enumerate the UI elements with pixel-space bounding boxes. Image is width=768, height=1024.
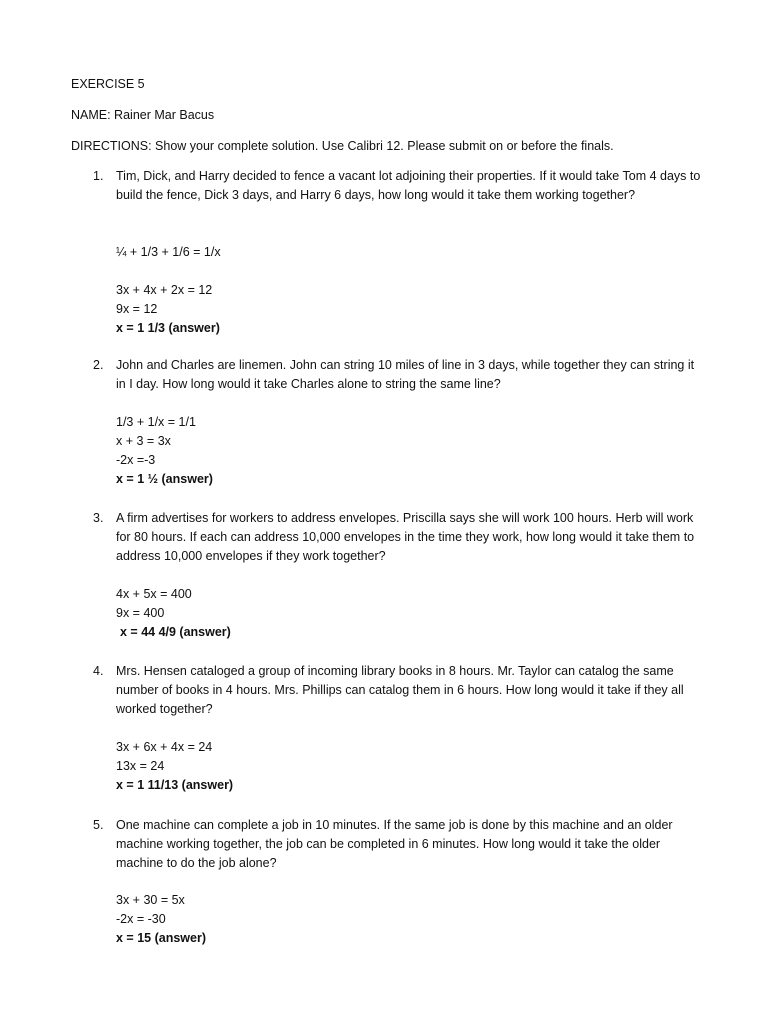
question-number: 2. (93, 358, 104, 372)
solution-line: 4x + 5x = 400 (116, 587, 192, 601)
solution-4 (116, 738, 233, 795)
question-number: 1. (93, 169, 104, 183)
question-number: 3. (93, 511, 104, 525)
solution-2 (116, 413, 213, 489)
question-text: A firm advertises for workers to address envelopes. Priscilla says she will work 100 hours. Herb will work for 80 hours. If each can address 10,000 envelopes in the time they work, how long would it take them to address 10,000 envelopes if they work together? (116, 511, 695, 564)
question-text: One machine can complete a job in 10 minutes. If the same job is done by this machine and an older machine working together, the job can be completed in 6 minutes. How long would it take the older machine to do the job alone? (116, 818, 673, 871)
solution-line: 3x + 4x + 2x = 12 (116, 283, 213, 297)
solution-line: 1/3 + 1/x = 1/1 (116, 415, 196, 429)
answer-line: x = 1 11/13 (answer) (116, 778, 234, 792)
solution-line: 9x = 400 (116, 606, 165, 620)
answer-line: x = 1 ½ (answer) (116, 472, 213, 486)
solution-3 (116, 585, 231, 642)
question-text: Tim, Dick, and Harry decided to fence a vacant lot adjoining their properties. If it would take Tom 4 days to build the fence, Dick 3 days, and Harry 6 days, how long would it take them working together? (116, 169, 701, 203)
solution-1 (116, 243, 221, 338)
answer-line: x = 15 (answer) (116, 931, 206, 945)
question-text: Mrs. Hensen cataloged a group of incoming library books in 8 hours. Mr. Taylor can catalog the same number of books in 4 hours. Mrs. Phillips can catalog them in 6 hours. How long would it take if they all worked together? (116, 664, 684, 717)
solution-line: -2x =-3 (116, 453, 156, 467)
answer-line: x = 44 4/9 (answer) (120, 625, 231, 639)
solution-line: ¼ + 1/3 + 1/6 = 1/x (116, 245, 221, 259)
question-text: John and Charles are linemen. John can string 10 miles of line in 3 days, while together they can string it in I day. How long would it take Charles alone to string the same line? (116, 358, 695, 392)
solution-line: -2x = -30 (116, 912, 166, 926)
solution-line: 3x + 30 = 5x (116, 893, 185, 907)
exercise-title: EXERCISE 5 (71, 77, 145, 91)
solution-line: 13x = 24 (116, 759, 165, 773)
question-number: 5. (93, 818, 104, 832)
answer-line: x = 1 1/3 (answer) (116, 321, 220, 335)
directions: DIRECTIONS: Show your complete solution. Use Calibri 12. Please submit on or before the finals. (71, 139, 614, 153)
solution-line (116, 262, 221, 281)
solution-line: 9x = 12 (116, 302, 158, 316)
student-name: NAME: Rainer Mar Bacus (71, 108, 215, 122)
solution-5 (116, 891, 206, 948)
solution-line: x + 3 = 3x (116, 434, 171, 448)
question-number: 4. (93, 664, 104, 678)
solution-line: 3x + 6x + 4x = 24 (116, 740, 213, 754)
